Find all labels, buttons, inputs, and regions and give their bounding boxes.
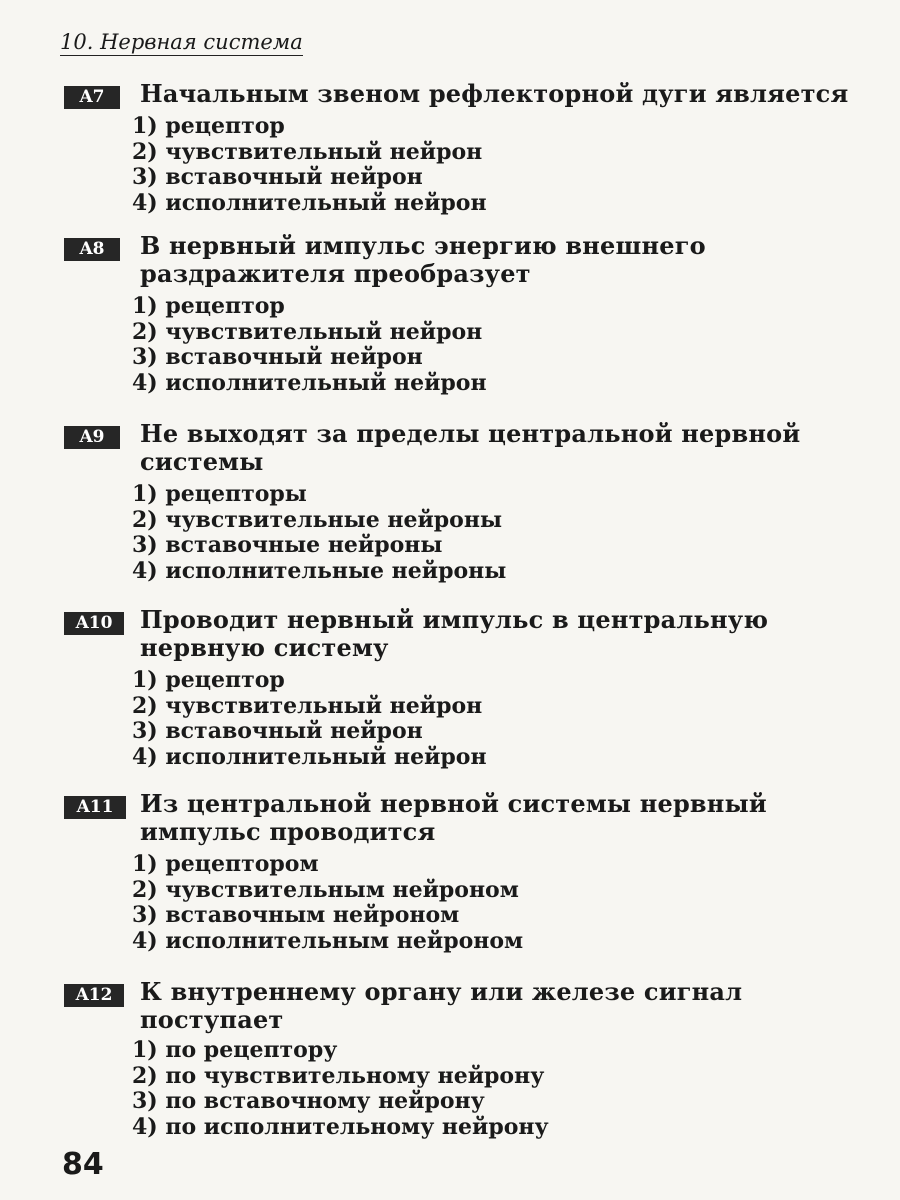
answer-option: 1) рецептором xyxy=(132,851,319,877)
question-a8 xyxy=(64,232,884,396)
answer-option: 1) рецептор xyxy=(132,113,285,139)
question-number-badge: A11 xyxy=(64,796,126,819)
answer-option: 1) рецептор xyxy=(132,293,285,319)
page-number: 84 xyxy=(62,1147,104,1182)
question-text: В нервный импульс энергию внешнего раздражителя преобразует xyxy=(140,231,706,288)
question-text: Из центральной нервной системы нервный импульс проводится xyxy=(140,789,767,846)
answer-option: 4) исполнительным нейроном xyxy=(132,927,524,954)
question-text: Не выходят за пределы центральной нервной системы xyxy=(140,419,801,476)
answer-option: 4) по исполнительному нейрону xyxy=(132,1113,549,1140)
answer-option: 3) вставочным нейроном xyxy=(132,902,460,928)
question-a11 xyxy=(64,790,884,954)
question-number-badge: A10 xyxy=(64,612,124,635)
answer-options xyxy=(132,482,884,584)
answer-options xyxy=(132,668,884,770)
section-header: 10. Нервная система xyxy=(60,30,303,54)
question-a7 xyxy=(64,80,884,216)
answer-option: 1) рецепторы xyxy=(132,481,307,507)
answer-option: 4) исполнительный нейрон xyxy=(132,369,487,396)
question-number-badge: A7 xyxy=(64,86,120,109)
answer-option: 2) чувствительные нейроны xyxy=(132,506,502,533)
answer-option: 3) вставочный нейрон xyxy=(132,344,423,370)
question-text: Проводит нервный импульс в центральную нервную систему xyxy=(140,605,769,662)
answer-option: 4) исполнительные нейроны xyxy=(132,557,507,584)
answer-option: 3) вставочные нейроны xyxy=(132,532,443,558)
answer-option: 4) исполнительный нейрон xyxy=(132,743,487,770)
question-a9 xyxy=(64,420,884,584)
question-text: К внутреннему органу или железе сигнал поступает xyxy=(140,977,743,1034)
question-a10 xyxy=(64,606,884,770)
answer-options xyxy=(132,114,884,216)
answer-option: 3) по вставочному нейрону xyxy=(132,1088,485,1114)
question-number-badge: A9 xyxy=(64,426,120,449)
answer-options xyxy=(132,294,884,396)
answer-options xyxy=(132,852,884,954)
answer-options xyxy=(132,1038,884,1140)
answer-option: 3) вставочный нейрон xyxy=(132,164,423,190)
answer-option: 2) чувствительный нейрон xyxy=(132,318,483,345)
answer-option: 4) исполнительный нейрон xyxy=(132,189,487,216)
answer-option: 2) чувствительным нейроном xyxy=(132,876,519,903)
answer-option: 2) по чувствительному нейрону xyxy=(132,1062,545,1089)
question-number-badge: A8 xyxy=(64,238,120,261)
answer-option: 1) рецептор xyxy=(132,667,285,693)
answer-option: 2) чувствительный нейрон xyxy=(132,692,483,719)
answer-option: 1) по рецептору xyxy=(132,1037,338,1063)
answer-option: 3) вставочный нейрон xyxy=(132,718,423,744)
question-text: Начальным звеном рефлекторной дуги является xyxy=(140,79,849,108)
question-number-badge: A12 xyxy=(64,984,124,1007)
answer-option: 2) чувствительный нейрон xyxy=(132,138,483,165)
question-a12 xyxy=(64,978,884,1140)
